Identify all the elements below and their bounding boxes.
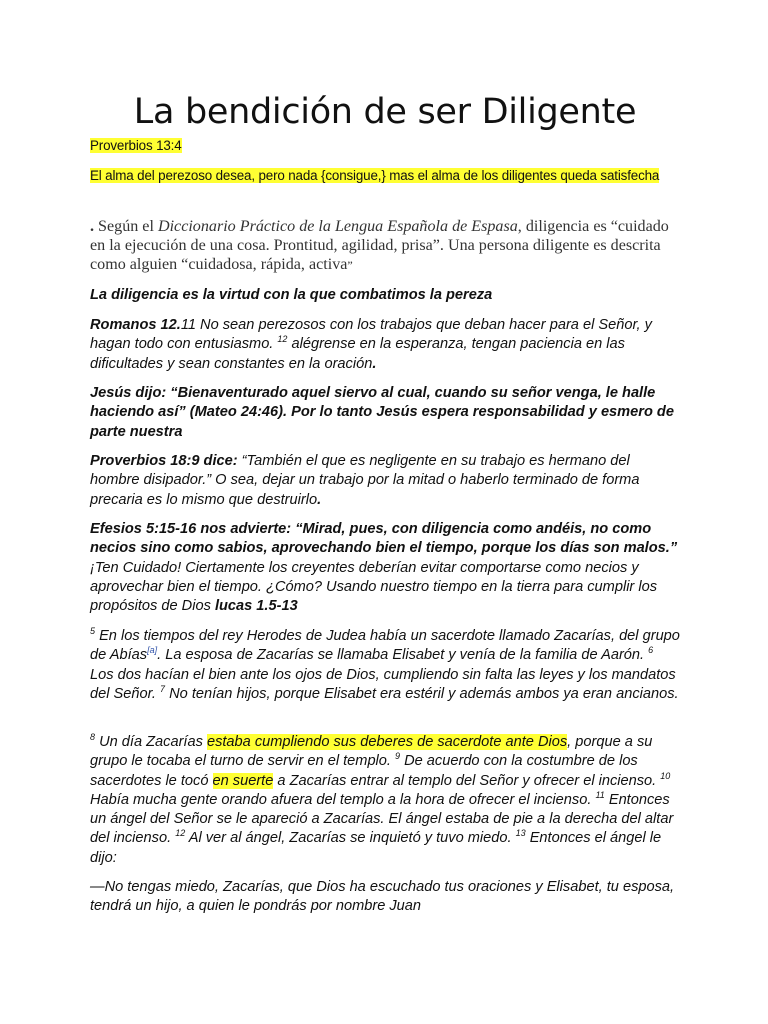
dictionary-title: Diccionario Práctico de la Lengua Española de Espasa [157, 218, 518, 235]
ephesians-paragraph: Efesios 5:15-16 nos advierte: “Mirad, pues, con diligencia como andéis, no como necios sino como sabios, aprovechando bien el tiempo, porque los días son malos.” ¡Ten Cuidado! Ciertamente los creyentes deberían evitar comportarse como necios y aprovechar bien el tiempo. ¿Cómo? Usando nuestro tiempo en la tierra para cumplir los propósitos de Dios lucas 1.5-13 [90, 521, 678, 615]
highlighted-reference: Proverbios 13:4 [90, 138, 182, 153]
jesus-quote-paragraph: Jesús dijo: “Bienaventurado aquel siervo al cual, cuando su señor venga, le halle haciendo así” (Mateo 24:46). Por lo tanto Jesús espera responsabilidad y esmero de parte nuestra [90, 385, 674, 440]
romans-paragraph: Romanos 12.11 No sean perezosos con los trabajos que deban hacer para el Señor, y hagan todo con entusiasmo. $^{12}$ alégrense en la esperanza, tengan paciencia en las dificultades y sean constantes en la oración. [90, 317, 652, 372]
definition-paragraph: . Según el Diccionario Práctico de la Lengua Española de Espasa, diligencia es “cuidado en la ejecución de una cosa. Prontitud, agilidad, prisa”. Una persona diligente es descrita como alguien “cuidadosa, rápida, activa” [90, 218, 669, 273]
luke-verses-5-7: $^5$ En los tiempos del rey Herodes de Judea había un sacerdote llamado Zacarías, del grupo de Abías[a]. La esposa de Zacarías se llamaba Elisabet y venía de la familia de Aarón. $^6$ Los dos hacían el bien ante los ojos de Dios, cumpliendo sin falta las leyes y los mandatos del Señor. $^7$ No tenían hijos, porque Elisabet era estéril y además ambos ya eran ancianos. [90, 626, 680, 702]
highlighted-verse: El alma del perezoso desea, pero nada {consigue,} mas el alma de los diligentes queda satisfecha [90, 168, 660, 183]
proverbs-reference: Proverbios 18:9 dice: [90, 453, 238, 469]
romans-reference: Romanos 12. [90, 317, 181, 333]
diligence-statement: La diligencia es la virtud con la que combatimos la pereza [90, 287, 493, 303]
lead-dot: . [90, 218, 99, 235]
document-title: La bendición de ser Diligente [133, 92, 637, 132]
footnote-link[interactable]: [a] [147, 645, 158, 656]
highlight-duty: estaba cumpliendo sus deberes de sacerdote ante Dios [206, 734, 568, 750]
verse-reference [90, 136, 680, 156]
luke-reference: lucas 1.5-13 [214, 598, 298, 615]
angel-message: —No tengas miedo, Zacarías, que Dios ha escuchado tus oraciones y Elisabet, tu esposa, tendrá un hijo, a quien le pondrás por nombre Juan [90, 879, 675, 915]
verse-text [90, 166, 680, 186]
proverbs-paragraph: Proverbios 18:9 dice: “También el que es negligente en su trabajo es hermano del hombre disipador.” O sea, dejar un trabajo por la mitad o haberlo terminado de forma precaria es lo mismo que destruirlo. [90, 453, 640, 508]
ephesians-quote: Efesios 5:15-16 nos advierte: “Mirad, pues, con diligencia como andéis, no como necios sino como sabios, aprovechando bien el tiempo, porque los días son malos.” [90, 521, 678, 557]
luke-verses-8-13: $^8$ Un día Zacarías estaba cumpliendo sus deberes de sacerdote ante Dios, porque a su grupo le tocaba el turno de servir en el templo. $^9$ De acuerdo con la costumbre de los sacerdotes le tocó en suerte a Zacarías entrar al templo del Señor y ofrecer el incienso. $^{10}$ Había mucha gente orando afuera del templo a la hora de ofrecer el incienso. $^{11}$ Entonces un ángel del Señor se le apareció a Zacarías. El ángel estaba de pie a la derecha del altar del incienso. $^{12}$ Al ver al ángel, Zacarías se inquietó y tuvo miedo. $^{13}$ Entonces el ángel le dijo: [90, 732, 674, 866]
highlight-luck: en suerte [212, 772, 274, 789]
